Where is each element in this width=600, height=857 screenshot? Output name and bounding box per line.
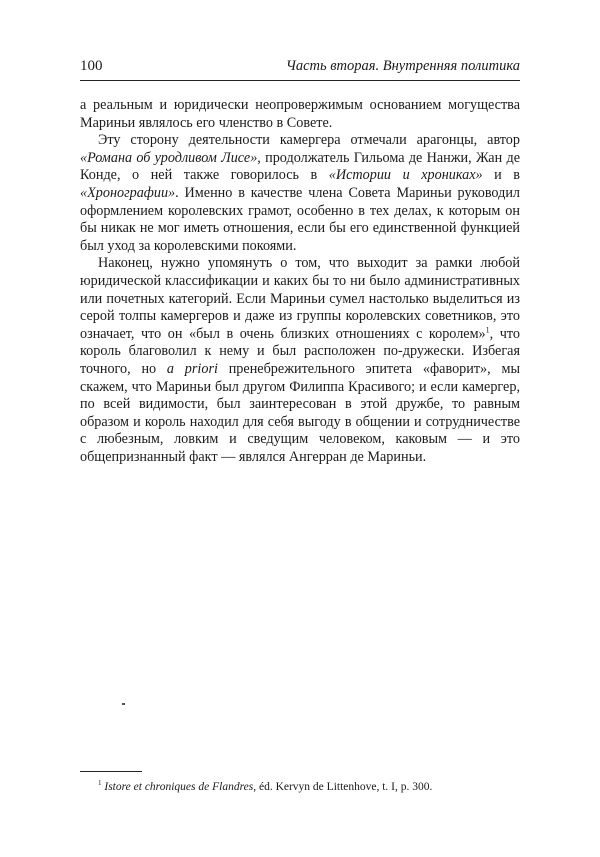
italic-a-priori: a priori xyxy=(166,360,218,377)
paragraph-2 xyxy=(80,132,520,255)
paragraph-3-text: Наконец, нужно упомянуть о том, что выходит за рамки любой юридической классификации и каких бы то ни было административных или почетных категорий. Если Мариньи сумел настолько выделиться из серой толпы камергеров и даже из группы королевских советников, это означает, что он «был в очень близких отношениях с королем» xyxy=(80,255,520,342)
body-text xyxy=(80,97,520,466)
paragraph-2-text: Эту сторону деятельности камергера отмечали арагонцы, автор xyxy=(98,132,520,149)
footnote-citation: , éd. Kervyn de Littenhove, t. I, p. 300. xyxy=(253,781,433,793)
scan-speck xyxy=(122,703,125,705)
paragraph-3 xyxy=(80,255,520,466)
paragraph-3-text: пренебрежительного эпитета «фаворит», мы скажем, что Мариньи был другом Филиппа Красивого; и если камергер, по всей видимости, был заинтересован в этой дружбе, то равным образом и король находил для себя выгоду в общении и сотрудничестве с любезным, ловким и сведущим человеком, каковым — и это общепризнанный факт — являлся Ангерран де Мариньи. xyxy=(80,360,520,465)
paragraph-1 xyxy=(80,97,520,132)
paragraph-3-text: , что король благоволил к нему и был расположен по-дружески. Избегая точного, но xyxy=(80,325,520,377)
title-istorii-khroniki: «Истории и хрониках» xyxy=(328,167,483,184)
title-roman-lis: «Романа об уродливом Лисе» xyxy=(80,149,258,166)
paragraph-2-text: , продолжатель Гильома де Нанжи, Жан де Конде, о ней также говорилось в xyxy=(80,149,520,184)
page-header xyxy=(80,58,520,75)
paragraph-2-text: . Именно в качестве члена Совета Мариньи руководил оформлением королевских грамот, особенно в тех делах, к которым он бы никак не мог иметь отношения, если бы его единственной функцией был уход за королевскими покоями. xyxy=(80,184,520,254)
running-title: Часть вторая. Внутренняя политика xyxy=(285,58,520,74)
footnote xyxy=(98,780,518,794)
paragraph-1-text: а реальным и юридически неопровержимым основанием могущества Мариньи являлось его членство в Совете. xyxy=(80,97,520,131)
footnote-title: Istore et chroniques de Flandres xyxy=(104,781,254,793)
footnote-marker: 1 xyxy=(98,779,102,788)
header-rule xyxy=(80,80,520,81)
title-khronografiya: «Хронографии» xyxy=(80,184,176,201)
page-number: 100 xyxy=(80,58,103,74)
footnote-reference: 1 xyxy=(485,324,490,334)
paragraph-2-text: и в xyxy=(482,167,520,184)
footnote-rule xyxy=(80,771,142,772)
